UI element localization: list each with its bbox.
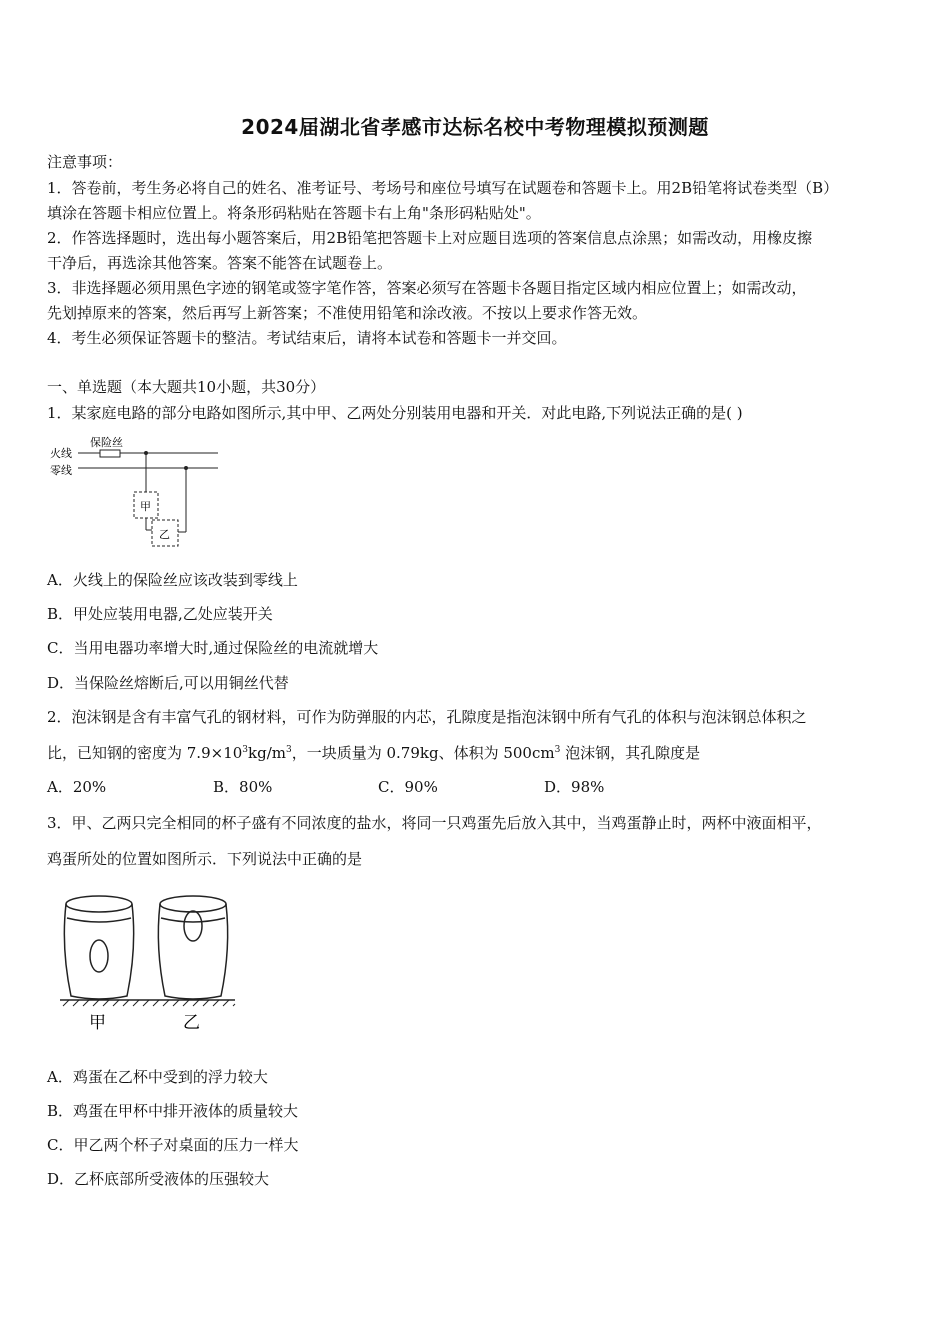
box-a-label: 甲 [140,500,151,513]
question-2-option-c: C．90% [378,778,438,796]
section-heading: 一、单选题（本大题共10小题，共30分） [47,378,326,396]
question-1-option-d: D．当保险丝熔断后,可以用铜丝代替 [47,674,289,692]
cup-b-label: 乙 [183,1013,200,1033]
question-3-option-a: A．鸡蛋在乙杯中受到的浮力较大 [47,1068,268,1086]
notice-line: 先划掉原来的答案，然后再写上新答案；不准使用铅笔和涂改液。不按以上要求作答无效。 [47,304,648,322]
fuse-icon [100,450,120,457]
question-1-option-a: A．火线上的保险丝应该改装到零线上 [47,571,298,589]
notice-line: 2．作答选择题时，选出每小题答案后，用2B铅笔把答题卡上对应题目选项的答案信息点涂黑；如需改动，用橡皮擦 [47,229,813,247]
question-1-stem: 1．某家庭电路的部分电路如图所示,其中甲、乙两处分别装用电器和开关．对此电路,下列说法正确的是( ) [47,404,743,422]
fuse-label: 保险丝 [90,436,123,449]
question-3-line-2: 鸡蛋所处的位置如图所示．下列说法中正确的是 [47,850,363,868]
notice-line: 3．非选择题必须用黑色字迹的钢笔或签字笔作答，答案必须写在答题卡各题目指定区域内相应位置上；如需改动， [47,279,807,297]
question-2-line-2: 比，已知钢的密度为 $7.9\times 10^3kg/m^3$，一块质量为 0.79kg、体积为 $500cm^3$ 泡沫钢，其孔隙度是 [47,744,701,762]
question-3-option-b: B．鸡蛋在甲杯中排开液体的质量较大 [47,1102,299,1120]
notice-line: 1．答卷前，考生务必将自己的姓名、准考证号、考场号和座位号填写在试题卷和答题卡上。用2B铅笔将试卷类型（B） [47,179,839,197]
question-2-option-d: D．98% [544,778,605,796]
egg-b [184,911,202,941]
notice-heading: 注意事项： [47,153,123,171]
question-2-line-1: 2．泡沫钢是含有丰富气孔的钢材料，可作为防弹服的内芯，孔隙度是指泡沫钢中所有气孔的体积与泡沫钢总体积之 [47,708,807,726]
neutral-wire-label: 零线 [50,464,72,477]
live-wire-label: 火线 [50,447,72,460]
circuit-diagram [50,432,225,552]
cup-a-label: 甲 [89,1013,106,1033]
notice-line: 干净后，再选涂其他答案。答案不能答在试题卷上。 [47,254,393,272]
question-2-option-b: B．80% [213,778,273,796]
box-b-label: 乙 [159,528,170,541]
table-hatching [63,1000,235,1006]
egg-a [90,940,108,972]
question-3-option-d: D．乙杯底部所受液体的压强较大 [47,1170,270,1188]
question-1-option-b: B．甲处应装用电器,乙处应装开关 [47,605,273,623]
question-1-option-c: C．当用电器功率增大时,通过保险丝的电流就增大 [47,639,379,657]
notice-line: 4．考生必须保证答题卡的整洁。考试结束后，请将本试卷和答题卡一并交回。 [47,329,567,347]
cups-diagram [55,888,245,1038]
notice-line: 填涂在答题卡相应位置上。将条形码粘贴在答题卡右上角"条形码粘贴处"。 [47,204,541,222]
page-title: 2024届湖北省孝感市达标名校中考物理模拟预测题 [241,115,709,139]
cup-a [64,896,133,999]
question-3-line-1: 3．甲、乙两只完全相同的杯子盛有不同浓度的盐水，将同一只鸡蛋先后放入其中，当鸡蛋静止时，两杯中液面相平， [47,814,822,832]
question-2-option-a: A．20% [47,778,107,796]
question-3-option-c: C．甲乙两个杯子对桌面的压力一样大 [47,1136,299,1154]
